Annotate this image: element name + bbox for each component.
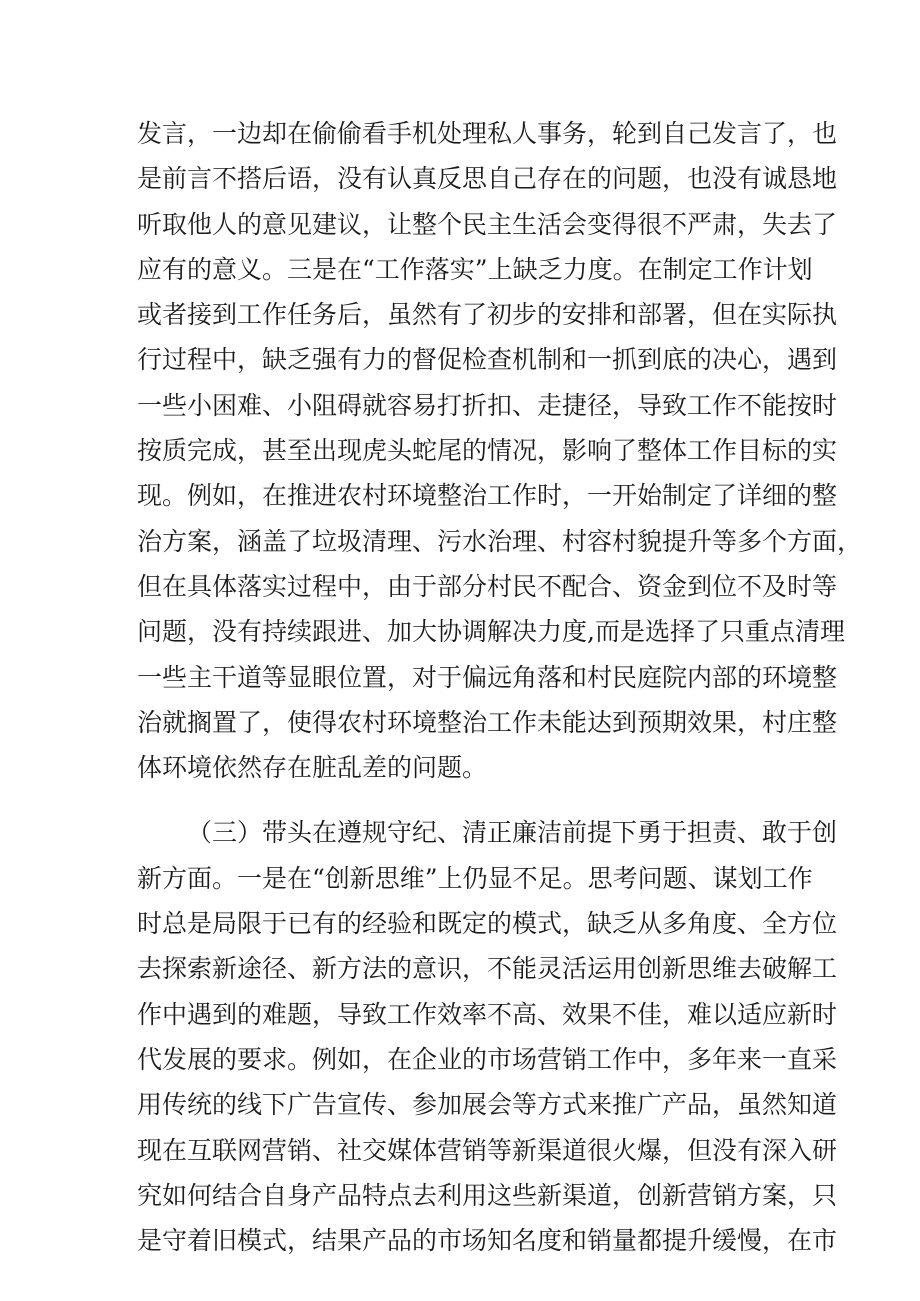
- text-line: 作中遇到的难题，导致工作效率不高、效果不佳，难以适应新时: [137, 999, 838, 1029]
- text-line: 或者接到工作任务后，虽然有了初步的安排和部署，但在实际执: [137, 300, 838, 330]
- text-line: 代发展的要求。例如，在企业的市场营销工作中，多年来一直采: [137, 1044, 838, 1074]
- paragraph-1: [137, 111, 863, 790]
- text-line: 治就搁置了，使得农村环境整治工作未能达到预期效果，村庄整: [137, 707, 838, 737]
- text-line: 体环境依然存在脏乱差的问题。: [137, 753, 488, 783]
- text-line: 去探索新途径、新方法的意识，不能灵活运用创新思维去破解工: [137, 954, 838, 984]
- text-line: 行过程中，缺乏强有力的督促检查机制和一抓到底的决心，遇到: [137, 345, 838, 375]
- text-line: 现。例如，在推进农村环境整治工作时，一开始制定了详细的整: [137, 481, 838, 511]
- paragraph-spacer: [137, 790, 782, 810]
- text-line: 一些主干道等显眼位置，对于偏远角落和村民庭院内部的环境整: [137, 662, 838, 692]
- text-line: 问题，没有持续跟进、加大协调解决力度,而是选择了只重点清理: [137, 617, 845, 647]
- text-line: 是前言不搭后语，没有认真反思自己存在的问题，也没有诚恳地: [137, 164, 838, 194]
- text-line: 发言，一边却在偷偷看手机处理私人事务，轮到自己发言了，也: [137, 119, 838, 148]
- text-line: 是守着旧模式，结果产品的市场知名度和销量都提升缓慢，在市: [137, 1226, 838, 1256]
- text-line: 应有的意义。三是在“工作落实”上缺乏力度。在制定工作计划: [137, 254, 813, 284]
- text-line: 但在具体落实过程中，由于部分村民不配合、资金到位不及时等: [137, 571, 838, 601]
- text-line: 用传统的线下广告宣传、参加展会等方式来推广产品，虽然知道: [137, 1090, 838, 1120]
- text-line: 一些小困难、小阻碍就容易打折扣、走捷径，导致工作不能按时: [137, 390, 838, 420]
- text-line: 按质完成，甚至出现虎头蛇尾的情况，影响了整体工作目标的实: [137, 436, 838, 466]
- text-line: 听取他人的意见建议，让整个民主生活会变得很不严肃，失去了: [137, 209, 838, 239]
- paragraph-2: [137, 810, 838, 1263]
- text-line: 现在互联网营销、社交媒体营销等新渠道很火爆，但没有深入研: [137, 1135, 838, 1165]
- text-line: 时总是局限于已有的经验和既定的模式，缺乏从多角度、全方位: [137, 909, 838, 939]
- text-line: 究如何结合自身产品特点去利用这些新渠道，创新营销方案，只: [137, 1180, 838, 1210]
- text-line: 新方面。一是在“创新思维”上仍显不足。思考问题、谋划工作: [137, 863, 813, 893]
- text-line: 治方案，涵盖了垃圾清理、污水治理、村容村貌提升等多个方面，: [137, 526, 863, 556]
- section-heading-line: （三）带头在遵规守纪、清正廉洁前提下勇于担责、敢于创: [187, 818, 838, 848]
- document-body: [137, 111, 863, 1263]
